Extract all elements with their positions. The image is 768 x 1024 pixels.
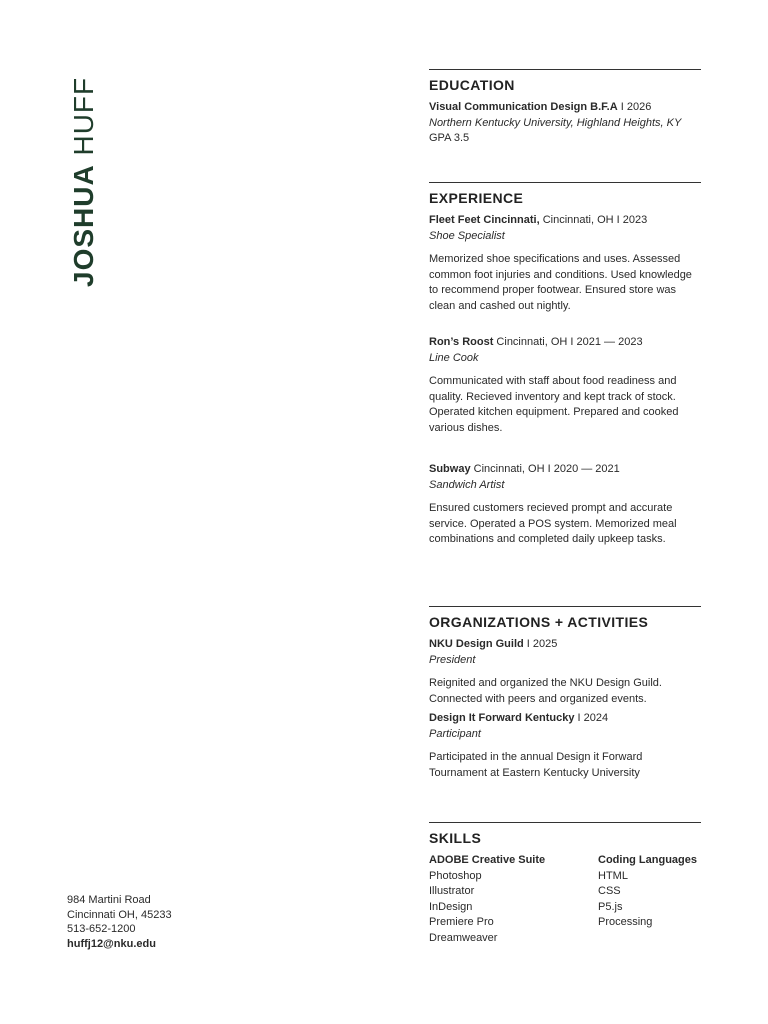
skill-item: Dreamweaver (429, 931, 498, 944)
organization-name: NKU Design Guild (429, 638, 524, 650)
phone-number: 513-652-1200 (67, 923, 136, 935)
job-role: Line Cook (429, 351, 479, 364)
organization-description: Participated in the annual Design it Forward Tournament at Eastern Kentucky University (429, 751, 643, 779)
organization-description: Reignited and organized the NKU Design Guild. Connected with peers and organized events. (429, 677, 662, 705)
skills-heading: SKILLS (429, 822, 701, 847)
skill-item: InDesign (429, 900, 473, 913)
education-heading: EDUCATION (429, 69, 701, 94)
skill-item: HTML (598, 869, 628, 882)
experience-heading: EXPERIENCE (429, 182, 701, 207)
job-employer: Fleet Feet Cincinnati, (429, 214, 540, 226)
skill-item: Illustrator (429, 885, 475, 897)
organization-entry (429, 711, 701, 781)
organization-role: President (429, 653, 476, 666)
job-description: Communicated with staff about food readiness and quality. Recieved inventory and kept track of stock. Operated kitchen equipment. Prepared and cooked various dishes. (429, 375, 679, 434)
skills-column-title: ADOBE Creative Suite (429, 854, 546, 866)
address-line-2: Cincinnati OH, 45233 (67, 908, 172, 921)
resume-name (67, 77, 101, 287)
skills-column-title: Coding Languages (598, 854, 697, 866)
address-line-1: 984 Martini Road (67, 894, 151, 906)
education-degree-line (429, 100, 701, 116)
skills-columns (429, 853, 701, 946)
first-name: JOSHUA (68, 164, 99, 287)
skills-column-coding (598, 853, 701, 946)
skill-item: CSS (598, 885, 621, 897)
degree-year: I 2026 (617, 101, 652, 113)
job-entry (429, 213, 701, 314)
job-details: Cincinnati, OH I 2020 — 2021 (470, 463, 620, 475)
job-entry (429, 462, 701, 548)
organization-year: I 2024 (574, 712, 609, 724)
organization-name: Design It Forward Kentucky (429, 712, 575, 724)
skill-item: P5.js (598, 900, 623, 913)
job-title-line (429, 335, 701, 351)
organization-year: I 2025 (523, 638, 558, 650)
job-details: Cincinnati, OH I 2023 (539, 214, 648, 226)
skills-column-adobe (429, 853, 598, 946)
last-name: HUFF (68, 76, 99, 156)
email-address: huffj12@nku.edu (67, 937, 156, 950)
job-role: Shoe Specialist (429, 229, 505, 242)
job-description: Memorized shoe specifications and uses. Assessed common foot injuries and conditions. Used knowledge to recommend proper footwear. Ensured store was clean and cashed out nightly. (429, 253, 692, 312)
contact-info (67, 893, 172, 951)
job-details: Cincinnati, OH I 2021 — 2023 (493, 336, 643, 348)
organization-role: Participant (429, 727, 481, 740)
organizations-heading: ORGANIZATIONS + ACTIVITIES (429, 606, 701, 631)
skill-item: Processing (598, 916, 653, 928)
organization-entry (429, 637, 701, 707)
job-employer: Subway (429, 463, 471, 475)
skill-item: Photoshop (429, 869, 482, 882)
job-description: Ensured customers recieved prompt and accurate service. Operated a POS system. Memorized meal combinations and completed daily upkeep tasks. (429, 502, 677, 545)
job-employer: Ron’s Roost (429, 336, 494, 348)
organizations-section (429, 606, 701, 781)
job-title-line (429, 213, 701, 229)
job-title-line (429, 462, 701, 478)
experience-section (429, 182, 701, 548)
school-name: Northern Kentucky University, Highland Heights, KY (429, 116, 682, 129)
organization-title-line (429, 711, 701, 727)
job-role: Sandwich Artist (429, 478, 505, 491)
job-entry (429, 335, 701, 436)
education-section (429, 69, 701, 147)
skill-item: Premiere Pro (429, 916, 494, 928)
skills-section (429, 822, 701, 946)
gpa: GPA 3.5 (429, 132, 470, 144)
degree-name: Visual Communication Design B.F.A (429, 101, 618, 113)
organization-title-line (429, 637, 701, 653)
